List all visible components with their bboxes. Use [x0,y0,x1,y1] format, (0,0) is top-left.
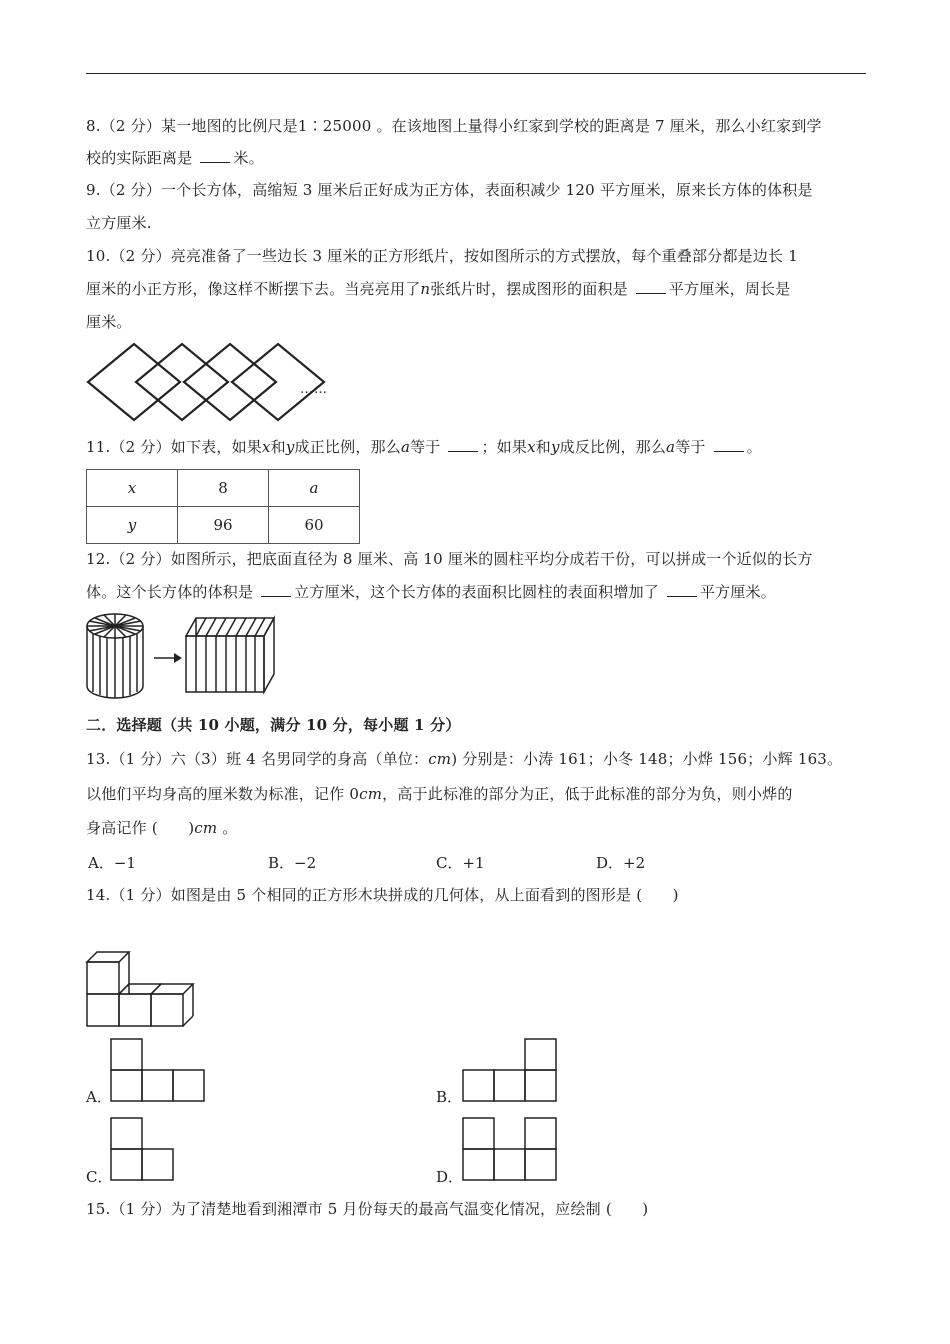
table-cell: 96 [178,507,269,544]
q14-option-b-shape[interactable] [462,1038,562,1102]
q15-line1: 15.（1 分）为了清楚地看到湘潭市 5 月份每天的最高气温变化情况，应绘制 ( ) [86,1200,649,1218]
q13-option-a[interactable]: A．−1 [88,854,136,872]
q11-direct-blank[interactable] [448,437,478,452]
q13-line2: 以他们平均身高的厘米数为标准，记作 0cm，高于此标准的部分为正，低于此标准的部分为负，则小烨的 [86,785,793,803]
q14-block-figure [86,950,226,1030]
table-row [87,507,360,544]
q11-inverse-blank[interactable] [714,437,744,452]
q11-line1: 11.（2 分）如下表，如果x和y成正比例，那么a等于 ；如果x和y成反比例，那么a等于 。 [86,438,762,456]
q14-option-d-shape[interactable] [462,1117,562,1181]
q14-option-a-shape[interactable] [110,1038,210,1102]
q14-line1: 14.（1 分）如图是由 5 个相同的正方形木块拼成的几何体，从上面看到的图形是 ( ) [86,886,679,904]
q13-option-c[interactable]: C．+1 [436,854,485,872]
table-cell: x [87,470,178,507]
q8-answer-blank[interactable] [200,148,230,163]
q8-line2: 校的实际距离是 米。 [86,149,264,167]
q12-volume-blank[interactable] [261,582,291,597]
q13-line3: 身高记作 ( )cm 。 [86,819,238,837]
table-cell: a [269,470,360,507]
section2-title: 二．选择题（共 10 小题，满分 10 分，每小题 1 分） [86,716,461,734]
q14-option-c-label[interactable]: C． [86,1168,113,1186]
q14-option-c-shape[interactable] [110,1117,180,1181]
q13-option-b[interactable]: B．−2 [268,854,317,872]
q14-option-d-label[interactable]: D． [436,1168,464,1186]
table-row [87,470,360,507]
q13-option-d[interactable]: D．+2 [596,854,646,872]
table-cell: 60 [269,507,360,544]
q12-area-blank[interactable] [667,582,697,597]
q10-area-blank[interactable] [636,279,666,294]
table-cell: 8 [178,470,269,507]
q10-line1: 10.（2 分）亮亮准备了一些边长 3 厘米的正方形纸片，按如图所示的方式摆放，每个重叠部分都是边长 1 [86,247,798,265]
q10-continuation-dots: …… [300,382,328,397]
q12-cylinder-cuboid-figure [86,612,286,702]
q9-line2: 立方厘米. [86,214,152,232]
q9-line1: 9.（2 分）一个长方体，高缩短 3 厘米后正好成为正方体，表面积减少 120 平方厘米，原来长方体的体积是 [86,181,813,199]
q12-line2: 体。这个长方体的体积是 立方厘米，这个长方体的表面积比圆柱的表面积增加了 平方厘米。 [86,583,776,601]
q14-option-a-label[interactable]: A． [86,1088,112,1106]
q10-line2: 厘米的小正方形，像这样不断摆下去。当亮亮用了n张纸片时，摆成图形的面积是 平方厘米，周长是 [86,280,791,298]
q13-line1: 13.（1 分）六（3）班 4 名男同学的身高（单位：cm) 分别是：小涛 161；小冬 148；小烨 156；小辉 163。 [86,750,843,768]
q12-line1: 12.（2 分）如图所示，把底面直径为 8 厘米、高 10 厘米的圆柱平均分成若干份，可以拼成一个近似的长方 [86,550,813,568]
header-rule [86,73,866,74]
q11-xy-table [86,469,360,544]
q14-option-b-label[interactable]: B． [436,1088,463,1106]
q10-line3: 厘米。 [86,313,132,331]
q8-line1: 8.（2 分）某一地图的比例尺是1∶25000 。在该地图上量得小红家到学校的距离是 7 厘米，那么小红家到学 [86,117,822,135]
table-cell: y [87,507,178,544]
